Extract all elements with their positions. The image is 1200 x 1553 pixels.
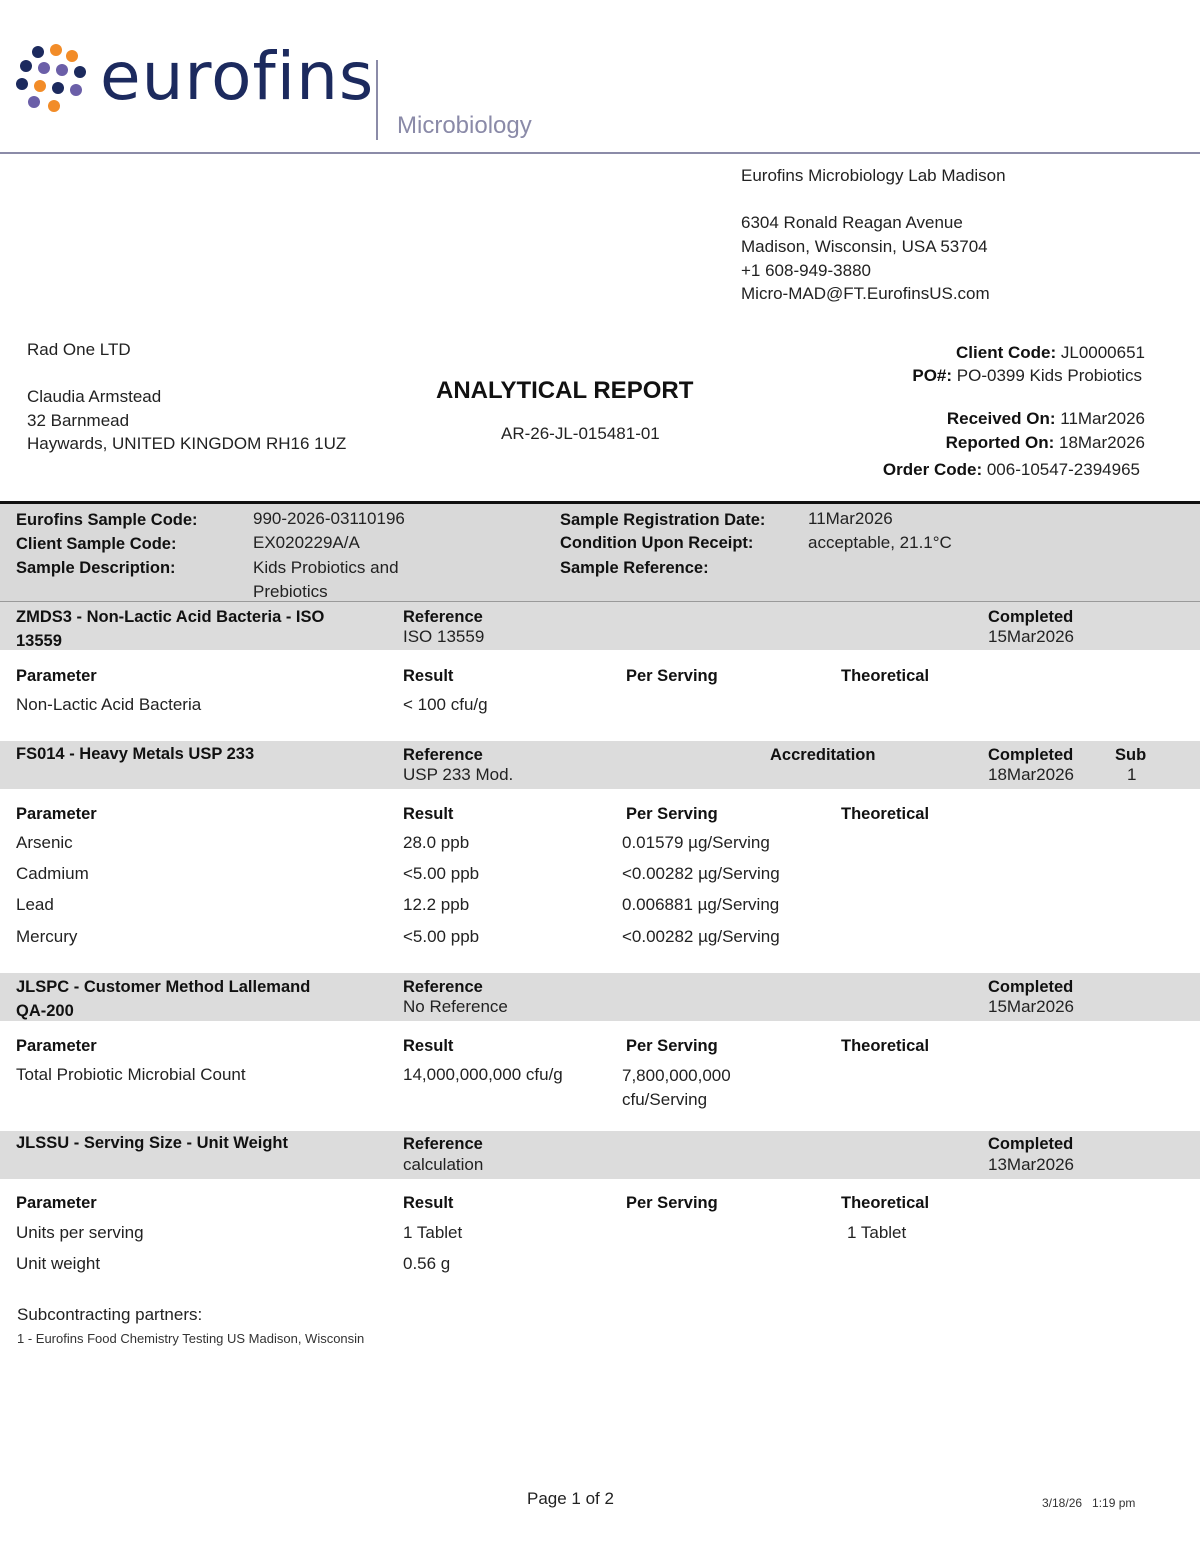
client-sample-code: EX020229A/A [253,533,360,552]
row-theoretical: 1 Tablet [847,1223,907,1242]
eurofins-logo-icon [14,44,88,114]
completed-value: 15Mar2026 [988,997,1075,1016]
row-result: 0.56 g [403,1254,451,1273]
col-theoretical: Theoretical [841,667,930,685]
reference-value: calculation [403,1155,484,1174]
condition-value: acceptable, 21.1°C [808,533,952,552]
client-city: Haywards, UNITED KINGDOM RH16 1UZ [27,434,347,453]
reference-label: Reference [403,1135,483,1153]
lab-name: Eurofins Microbiology Lab Madison [741,166,1006,185]
completed-value: 15Mar2026 [988,627,1075,646]
client-code [956,343,1145,363]
row-parameter: Total Probiotic Microbial Count [16,1065,246,1084]
row-parameter: Lead [16,895,54,914]
test-title: FS014 - Heavy Metals USP 233 [16,745,255,763]
client-company: Rad One LTD [27,340,131,359]
reported-label: Reported On: [945,433,1055,452]
col-theoretical: Theoretical [841,1037,930,1055]
col-result: Result [403,805,454,823]
row-result: 12.2 ppb [403,895,470,914]
row-result: <5.00 ppb [403,927,480,946]
completed-label: Completed [988,1135,1074,1153]
po-value: PO-0399 Kids Probiotics [956,366,1142,385]
row-per-serving-unit: cfu/Serving [622,1090,708,1109]
client-sample-code-label: Client Sample Code: [16,535,177,553]
client-code-value: JL0000651 [1060,343,1145,362]
row-per-serving: <0.00282 µg/Serving [622,864,780,883]
eurofins-sample-code: 990-2026-03110196 [253,509,405,528]
subcontracting-heading: Subcontracting partners: [17,1305,203,1324]
page-number: Page 1 of 2 [527,1489,614,1508]
received-value: 11Mar2026 [1060,409,1145,428]
col-parameter: Parameter [16,667,97,685]
report-title: ANALYTICAL REPORT [436,377,694,404]
col-per-serving: Per Serving [626,1194,718,1212]
lab-address-1: 6304 Ronald Reagan Avenue [741,213,963,232]
row-parameter: Cadmium [16,864,89,883]
reference-value: ISO 13559 [403,627,485,646]
completed-label: Completed [988,608,1074,626]
completed-value: 13Mar2026 [988,1155,1075,1174]
client-street: 32 Barnmead [27,411,130,430]
reference-value: No Reference [403,997,508,1016]
lab-phone: +1 608-949-3880 [741,261,871,280]
reference-label: Reference [403,608,483,626]
completed-label: Completed [988,978,1074,996]
row-result: <5.00 ppb [403,864,480,883]
client-code-label: Client Code: [956,343,1057,362]
col-result: Result [403,1037,454,1055]
registration-date: 11Mar2026 [808,509,893,528]
division-name: Microbiology [397,112,532,139]
condition-label: Condition Upon Receipt: [560,534,754,552]
sample-reference-label: Sample Reference: [560,559,709,577]
reference-label: Reference [403,746,483,764]
test-title: JLSPC - Customer Method Lallemand [16,978,311,996]
col-parameter: Parameter [16,1194,97,1212]
received-on [947,409,1145,429]
lab-email: Micro-MAD@FT.EurofinsUS.com [741,284,990,303]
col-parameter: Parameter [16,805,97,823]
client-contact: Claudia Armstead [27,387,162,406]
col-per-serving: Per Serving [626,805,718,823]
test-title: ZMDS3 - Non-Lactic Acid Bacteria - ISO [16,608,325,626]
report-number: AR-26-JL-015481-01 [501,424,660,443]
accreditation-label: Accreditation [770,746,876,764]
row-per-serving: 7,800,000,000 [622,1066,731,1085]
col-theoretical: Theoretical [841,805,930,823]
row-result: 14,000,000,000 cfu/g [403,1065,563,1084]
completed-label: Completed [988,746,1074,764]
col-theoretical: Theoretical [841,1194,930,1212]
sample-description-1: Kids Probiotics and [253,558,399,577]
test-title-cont: QA-200 [16,1002,74,1020]
col-result: Result [403,667,454,685]
row-parameter: Arsenic [16,833,73,852]
test-title-cont: 13559 [16,632,62,650]
registration-date-label: Sample Registration Date: [560,511,766,529]
row-parameter: Units per serving [16,1223,144,1242]
reported-value: 18Mar2026 [1058,433,1145,452]
row-per-serving: 0.006881 µg/Serving [622,895,780,914]
lab-address-2: Madison, Wisconsin, USA 53704 [741,237,988,256]
logo-divider [376,60,378,140]
order-code [883,460,1140,480]
order-value: 006-10547-2394965 [986,460,1140,479]
reference-value: USP 233 Mod. [403,765,514,784]
test-title: JLSSU - Serving Size - Unit Weight [16,1134,288,1152]
reference-label: Reference [403,978,483,996]
print-timestamp: 3/18/26 1:19 pm [1042,1496,1136,1510]
row-result: 1 Tablet [403,1223,463,1242]
row-result: 28.0 ppb [403,833,470,852]
completed-value: 18Mar2026 [988,765,1075,784]
col-result: Result [403,1194,454,1212]
logo-wordmark: eurofins [100,38,375,115]
col-per-serving: Per Serving [626,667,718,685]
row-result: < 100 cfu/g [403,695,488,714]
eurofins-sample-code-label: Eurofins Sample Code: [16,511,198,529]
col-per-serving: Per Serving [626,1037,718,1055]
po-number [912,366,1142,386]
row-parameter: Mercury [16,927,78,946]
col-parameter: Parameter [16,1037,97,1055]
row-per-serving: <0.00282 µg/Serving [622,927,780,946]
header-rule [0,152,1200,154]
sub-value: 1 [1127,765,1137,784]
row-per-serving: 0.01579 µg/Serving [622,833,770,852]
sub-label: Sub [1115,746,1147,764]
po-label: PO#: [912,366,953,385]
sample-description-label: Sample Description: [16,559,176,577]
order-label: Order Code: [882,460,983,479]
subcontracting-partner: 1 - Eurofins Food Chemistry Testing US Madison, Wisconsin [17,1331,365,1346]
sample-description-2: Prebiotics [253,582,328,601]
row-parameter: Non-Lactic Acid Bacteria [16,695,202,714]
received-label: Received On: [946,409,1056,428]
reported-on [946,433,1145,453]
row-parameter: Unit weight [16,1254,101,1273]
